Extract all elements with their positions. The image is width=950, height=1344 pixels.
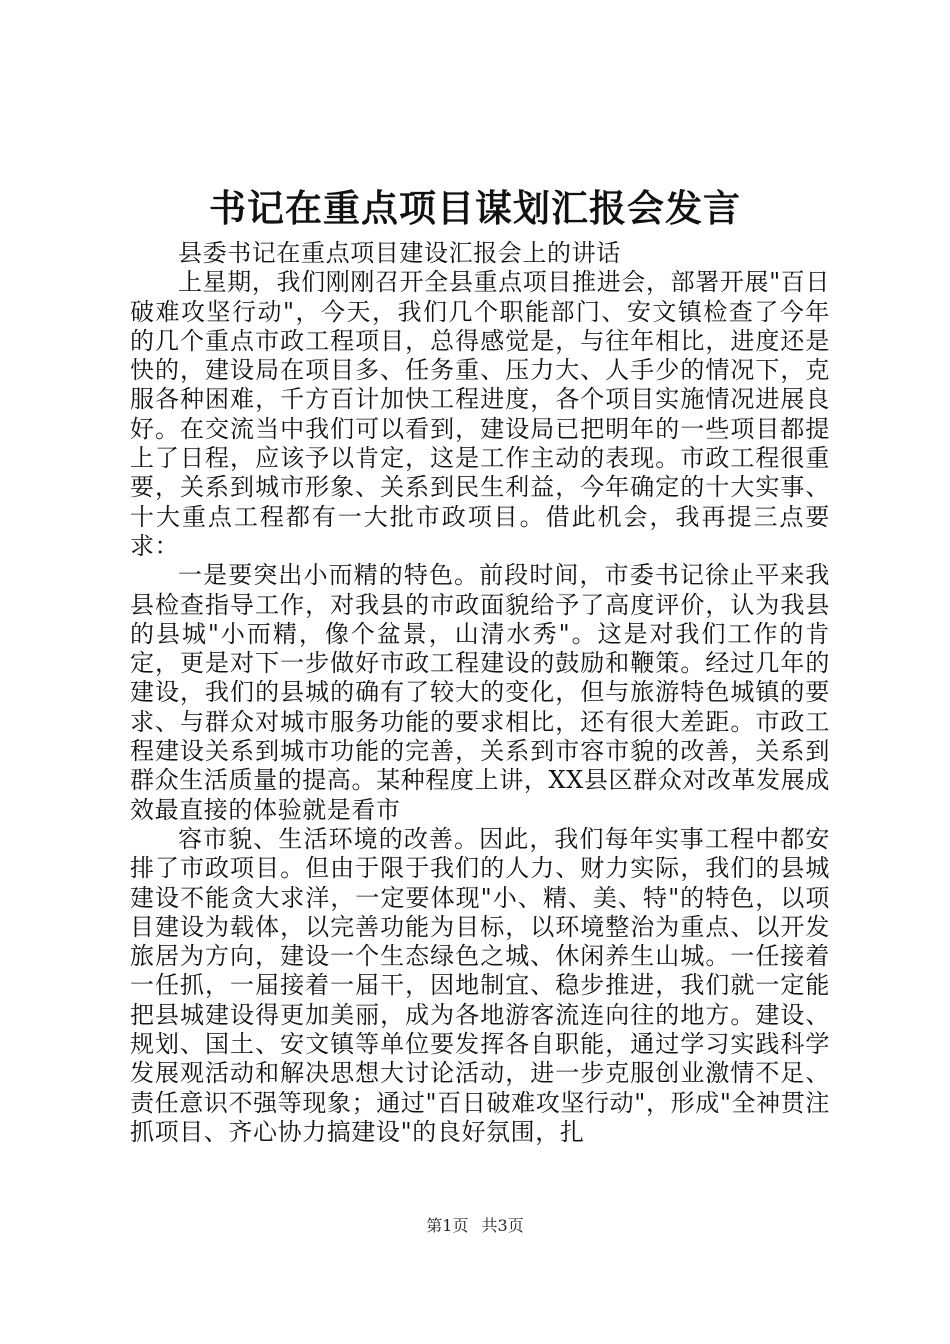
document-body: [130, 239, 830, 1147]
page-footer: [0, 1214, 950, 1238]
paragraph-point-one: 一是要突出小而精的特色。前段时间，市委书记徐止平来我县检查指导工作，对我县的市政面貌给予了高度评价，认为我县的县城"小而精，像个盆景，山清水秀"。这是对我们工作的肯定，更是对下一步做好市政工程建设的鼓励和鞭策。经过几年的建设，我们的县城的确有了较大的变化，但与旅游特色城镇的要求、与群众对城市服务功能的要求相比，还有很大差距。市政工程建设关系到城市功能的完善，关系到市容市貌的改善，关系到群众生活质量的提高。某种程度上讲，XX县区群众对改革发展成效最直接的体验就是看市: [130, 561, 830, 824]
page-total: 共3页: [481, 1216, 524, 1235]
paragraph-subtitle: 县委书记在重点项目建设汇报会上的讲话: [178, 239, 621, 267]
document-title: 书记在重点项目谋划汇报会发言: [209, 186, 741, 230]
paragraph-intro: 上星期，我们刚刚召开全县重点项目推进会，部署开展"百日破难攻坚行动"，今天，我们几个职能部门、安文镇检查了今年的几个重点市政工程项目，总得感觉是，与往年相比，进度还是快的，建设局在项目多、任务重、压力大、人手少的情况下，克服各种困难，千方百计加快工程进度，各个项目实施情况进展良好。在交流当中我们可以看到，建设局已把明年的一些项目都提上了日程，应该予以肯定，这是工作主动的表现。市政工程很重要，关系到城市形象、关系到民生利益，今年确定的十大实事、十大重点工程都有一大批市政项目。借此机会，我再提三点要求：: [130, 268, 830, 560]
paragraph-continuation: 容市貌、生活环境的改善。因此，我们每年实事工程中都安排了市政项目。但由于限于我们的人力、财力实际，我们的县城建设不能贪大求洋，一定要体现"小、精、美、特"的特色，以项目建设为载体，以完善功能为目标，以环境整治为重点、以开发旅居为方向，建设一个生态绿色之城、休闲养生山城。一任接着一任抓，一届接着一届干，因地制宜、稳步推进，我们就一定能把县城建设得更加美丽，成为各地游客流连向往的地方。建设、规划、国土、安文镇等单位要发挥各自职能，通过学习实践科学发展观活动和解决思想大讨论活动，进一步克服创业激情不足、责任意识不强等现象；通过"百日破难攻坚行动"，形成"全神贯注抓项目、齐心协力搞建设"的良好氛围，扎: [130, 824, 830, 1146]
page-number: 第1页: [426, 1216, 469, 1235]
